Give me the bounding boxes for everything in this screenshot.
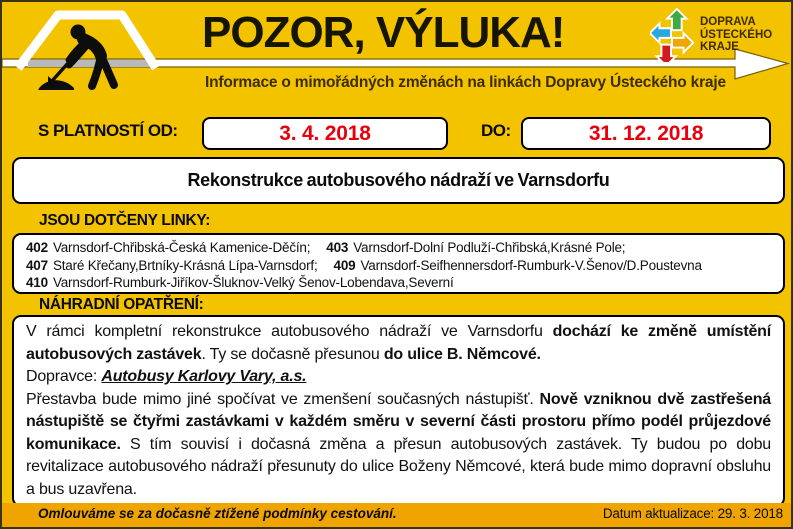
header [2,2,791,114]
affected-lines-box [12,233,785,294]
roadworks-icon [18,15,156,90]
routes-lines [26,239,771,292]
validity-from-label: S PLATNOSTÍ OD: [38,121,178,140]
measures-paragraph: V rámci kompletní rekonstrukce autobusového nádraží ve Varnsdorfu dochází ke změně umístění autobusových zastávek. Ty se dočasně přesunou do ulice B. Němcové. [26,323,771,363]
route-line [26,274,771,292]
notice-title: Rekonstrukce autobusového nádraží ve Varnsdorfu [187,170,610,190]
validity-to-value: 31. 12. 2018 [521,117,771,150]
footer [2,503,791,527]
duk-logo-text [700,16,772,54]
route-entry: 407 Staré Křečany,Brtníky-Krásná Lípa-Varnsdorf; [26,257,318,273]
page-title: POZOR, VÝLUKA! [202,8,565,57]
duk-logo-line1: DOPRAVA [700,16,756,29]
footer-apology: Omlouváme se za dočasně ztížené podmínky cestování. [38,506,397,521]
header-subtitle: Informace o mimořádných změnách na linkách Dopravy Ústeckého kraje [205,74,726,91]
route-entry: 410 Varnsdorf-Rumburk-Jiříkov-Šluknov-Velký Šenov-Lobendava,Severní [26,275,454,290]
measures-paragraph: Přestavba bude mimo jiné spočívat ve zmenšení současných nástupišť. Nově vzniknou dvě zastřešená nástupiště se čtyřmi zastávkami v každém směru v severní části prostoru přímo podél průjezdové komunikace. S tím souvisí i dočasná změna a přesun autobusových zastávek. Ty budou po dobu revitalizace autobusového nádraží přesunuty do ulice Boženy Němcové, která bude mimo dopravní obsluhu a bus uzavřena. [26,390,771,498]
route-entry: 402 Varnsdorf-Chřibská-Česká Kamenice-Děčín; [26,240,311,255]
measures-paragraph: Dopravce: Autobusy Karlovy Vary, a.s. [26,368,307,385]
affected-lines-heading: JSOU DOTČENY LINKY: [39,212,211,229]
route-entry: 409 Varnsdorf-Seifhennersdorf-Rumburk-V.Šenov/D.Poustevna [333,257,702,273]
measures-box [12,315,785,507]
duk-logo-line2: ÚSTECKÉHO [700,28,773,41]
route-line [26,239,771,257]
validity-from-value: 3. 4. 2018 [202,117,448,150]
validity-to-label: DO: [481,121,511,140]
measures-heading: NÁHRADNÍ OPATŘENÍ: [39,296,204,313]
route-entry: 403 Varnsdorf-Dolní Podluží-Chřibská,Krásné Pole; [326,240,626,255]
footer-updated-date: Datum aktualizace: 29. 3. 2018 [602,506,783,521]
route-line [26,257,771,275]
measures-paragraphs [26,321,771,501]
duk-logo-icon [650,8,694,62]
notice-title-box [12,157,785,204]
duk-logo-line3: KRAJE [700,41,739,54]
duk-logo [650,8,772,62]
